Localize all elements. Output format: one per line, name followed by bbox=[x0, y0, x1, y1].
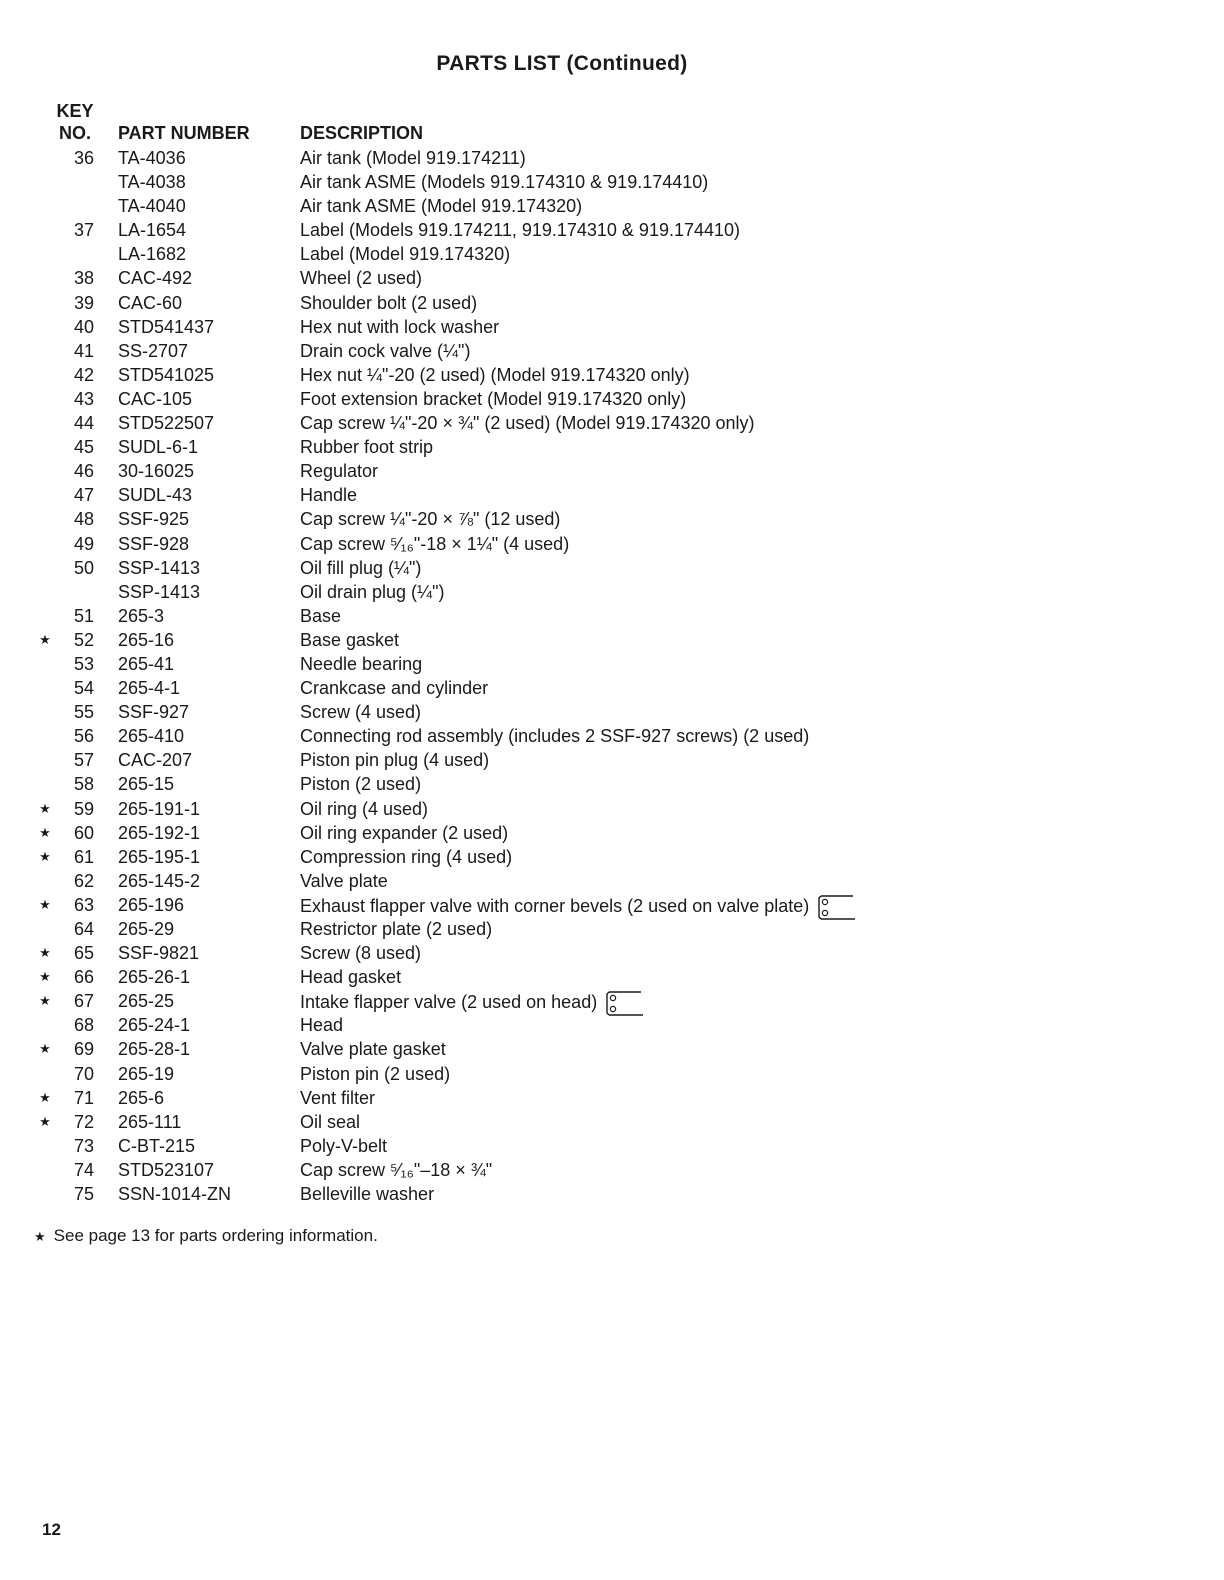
part-description bbox=[300, 459, 378, 483]
part-number: LA-1654 bbox=[118, 220, 187, 241]
key-number: 54 bbox=[73, 678, 94, 699]
part-description bbox=[300, 242, 510, 266]
table-row bbox=[0, 339, 1224, 363]
part-description bbox=[300, 339, 470, 363]
part-description bbox=[300, 748, 489, 772]
table-row bbox=[0, 1013, 1224, 1037]
part-number: SSF-925 bbox=[118, 509, 190, 530]
part-number: 265-15 bbox=[118, 774, 175, 795]
part-number: 265-191-1 bbox=[118, 798, 201, 819]
table-row bbox=[0, 459, 1224, 483]
key-number: 64 bbox=[73, 919, 94, 939]
part-number: SSP-1413 bbox=[118, 557, 201, 578]
key-number: 38 bbox=[73, 268, 94, 289]
part-description bbox=[300, 1062, 450, 1086]
part-number: CAC-492 bbox=[118, 268, 193, 289]
part-description-text: Label (Model 919.174320) bbox=[300, 244, 511, 265]
description-header: DESCRIPTION bbox=[300, 123, 424, 143]
key-number: 66 bbox=[73, 967, 94, 988]
table-row bbox=[0, 1062, 1224, 1086]
part-number: 265-4-1 bbox=[118, 678, 181, 699]
part-description-text: Drain cock valve (¼") bbox=[300, 340, 471, 361]
order-star-marker: ★ bbox=[39, 848, 51, 864]
part-description bbox=[300, 580, 444, 604]
part-description-text: Exhaust flapper valve with corner bevels (2 used on valve plate) bbox=[300, 895, 810, 916]
part-description-text: Crankcase and cylinder bbox=[300, 678, 489, 699]
part-description-text: Cap screw ¼"-20 × ¾" (2 used) (Model 919.174320 only) bbox=[300, 413, 755, 434]
part-number: CAC-60 bbox=[118, 292, 183, 313]
table-row bbox=[0, 628, 1224, 652]
key-number: 47 bbox=[73, 485, 94, 506]
footnote-star: ★ bbox=[34, 1229, 46, 1244]
part-description-text: Hex nut with lock washer bbox=[300, 316, 500, 337]
part-description-text: Base gasket bbox=[300, 629, 400, 650]
part-description bbox=[300, 628, 399, 652]
key-number: 52 bbox=[73, 629, 94, 650]
part-description bbox=[300, 965, 401, 989]
key-number: 65 bbox=[73, 943, 94, 964]
part-description bbox=[300, 797, 428, 821]
part-number: TA-4038 bbox=[118, 172, 186, 193]
table-row bbox=[0, 1134, 1224, 1158]
part-description-text: Piston pin plug (4 used) bbox=[300, 750, 490, 771]
key-number: 58 bbox=[73, 774, 94, 795]
footnote bbox=[34, 1226, 378, 1246]
part-number: SSF-9821 bbox=[118, 943, 200, 964]
part-number: LA-1682 bbox=[118, 244, 187, 265]
part-description bbox=[300, 387, 686, 411]
part-description bbox=[300, 1110, 360, 1134]
key-number: 42 bbox=[73, 364, 94, 385]
part-description bbox=[300, 411, 755, 435]
key-number: 41 bbox=[73, 340, 94, 361]
table-row bbox=[0, 748, 1224, 772]
part-description-text: Head bbox=[300, 1015, 344, 1036]
part-description-text: Valve plate gasket bbox=[300, 1039, 446, 1060]
part-description bbox=[300, 652, 422, 676]
part-description-text: Connecting rod assembly (includes 2 SSF-927 screws) (2 used) bbox=[300, 726, 810, 747]
part-description bbox=[300, 532, 569, 556]
part-description-text: Oil ring (4 used) bbox=[300, 798, 429, 819]
key-number: 37 bbox=[73, 220, 94, 241]
part-description bbox=[300, 315, 499, 339]
part-description-text: Head gasket bbox=[300, 967, 402, 988]
part-description bbox=[300, 170, 708, 194]
part-number: 265-111 bbox=[118, 1111, 182, 1132]
order-star-marker: ★ bbox=[39, 1041, 51, 1057]
part-description bbox=[300, 1013, 343, 1037]
part-description bbox=[300, 266, 422, 290]
key-number: 57 bbox=[73, 750, 94, 771]
part-description-text: Valve plate bbox=[300, 870, 388, 891]
part-number: 265-196 bbox=[118, 894, 185, 915]
part-number: 265-3 bbox=[118, 605, 165, 626]
part-description-text: Compression ring (4 used) bbox=[300, 846, 513, 867]
part-description bbox=[300, 194, 582, 218]
key-number: 72 bbox=[73, 1111, 94, 1132]
table-row bbox=[0, 532, 1224, 556]
part-number: SUDL-43 bbox=[118, 485, 193, 506]
part-description bbox=[300, 941, 421, 965]
table-row bbox=[0, 218, 1224, 242]
part-number: 265-145-2 bbox=[118, 870, 201, 891]
part-description-text: Handle bbox=[300, 485, 358, 506]
part-description bbox=[300, 676, 488, 700]
order-star-marker: ★ bbox=[39, 631, 51, 647]
table-row bbox=[0, 1110, 1224, 1134]
part-description bbox=[300, 821, 508, 845]
table-row bbox=[0, 580, 1224, 604]
key-header-line1: KEY bbox=[56, 101, 94, 121]
table-row bbox=[0, 821, 1224, 845]
key-number: 68 bbox=[73, 1015, 94, 1036]
table-row bbox=[0, 146, 1224, 170]
key-number: 48 bbox=[73, 509, 94, 530]
part-number: 265-24-1 bbox=[118, 1015, 191, 1036]
table-row bbox=[0, 170, 1224, 194]
part-description-text: Screw (8 used) bbox=[300, 943, 422, 964]
table-row bbox=[0, 772, 1224, 796]
part-description bbox=[300, 556, 421, 580]
key-number: 45 bbox=[73, 437, 94, 458]
part-description-text: Air tank (Model 919.174211) bbox=[300, 148, 526, 168]
part-number: 265-19 bbox=[118, 1063, 175, 1084]
part-description-text: Air tank ASME (Model 919.174320) bbox=[300, 196, 583, 217]
part-description bbox=[300, 291, 477, 315]
part-number: 265-16 bbox=[118, 629, 175, 650]
part-description bbox=[300, 218, 740, 242]
part-description-text: Base bbox=[300, 605, 342, 626]
table-row bbox=[0, 483, 1224, 507]
key-number: 69 bbox=[73, 1039, 94, 1060]
part-number: TA-4040 bbox=[118, 196, 186, 217]
key-header bbox=[54, 100, 96, 144]
part-description bbox=[300, 1134, 387, 1158]
order-star-marker: ★ bbox=[39, 800, 51, 816]
part-description-text: Screw (4 used) bbox=[300, 702, 422, 723]
part-description-text: Label (Models 919.174211, 919.174310 & 919.174410) bbox=[300, 220, 741, 241]
part-number: STD541437 bbox=[118, 316, 215, 337]
part-description-text: Rubber foot strip bbox=[300, 437, 434, 458]
part-number: CAC-207 bbox=[118, 750, 193, 771]
key-number: 39 bbox=[73, 292, 94, 313]
part-number: 265-195-1 bbox=[118, 846, 201, 867]
table-row bbox=[0, 797, 1224, 821]
part-description bbox=[300, 483, 357, 507]
part-number: SSN-1014-ZN bbox=[118, 1184, 232, 1205]
page-number: 12 bbox=[42, 1520, 61, 1539]
key-number: 56 bbox=[73, 726, 94, 747]
table-row bbox=[0, 845, 1224, 869]
part-description-text: Belleville washer bbox=[300, 1184, 435, 1205]
part-description-text: Vent filter bbox=[300, 1087, 376, 1108]
part-number: 265-26-1 bbox=[118, 967, 191, 988]
table-row bbox=[0, 893, 1224, 917]
part-number: 30-16025 bbox=[118, 461, 195, 482]
table-row bbox=[0, 363, 1224, 387]
part-number: 265-6 bbox=[118, 1087, 165, 1108]
part-description bbox=[300, 604, 341, 628]
key-number: 55 bbox=[73, 702, 94, 723]
part-number: SSF-927 bbox=[118, 702, 190, 723]
key-number: 73 bbox=[73, 1135, 94, 1156]
part-description-text: Cap screw ¼"-20 × ⅞" (12 used) bbox=[300, 509, 561, 530]
table-row bbox=[0, 941, 1224, 965]
key-number: 40 bbox=[73, 316, 94, 337]
table-row bbox=[0, 1086, 1224, 1110]
part-number: 265-410 bbox=[118, 726, 185, 747]
key-number: 71 bbox=[73, 1087, 94, 1108]
part-description bbox=[300, 845, 512, 869]
part-description-text: Regulator bbox=[300, 461, 379, 482]
part-description bbox=[300, 146, 526, 170]
table-row bbox=[0, 917, 1224, 941]
part-description bbox=[300, 507, 560, 531]
table-row bbox=[0, 507, 1224, 531]
order-star-marker: ★ bbox=[39, 824, 51, 840]
key-number: 50 bbox=[73, 557, 94, 578]
key-header-line2: NO. bbox=[58, 123, 91, 143]
page-title: PARTS LIST (Continued) bbox=[436, 52, 688, 75]
table-row bbox=[0, 242, 1224, 266]
part-description-text: Cap screw ⁵⁄₁₆"–18 × ¾" bbox=[300, 1159, 493, 1180]
key-number: 59 bbox=[73, 798, 94, 819]
table-row bbox=[0, 724, 1224, 748]
part-description-text: Air tank ASME (Models 919.174310 & 919.174410) bbox=[300, 172, 709, 193]
part-description bbox=[300, 869, 388, 893]
key-number: 43 bbox=[73, 388, 94, 409]
part-description bbox=[300, 772, 421, 796]
part-description bbox=[300, 1037, 446, 1061]
part-description-text: Wheel (2 used) bbox=[300, 268, 423, 289]
table-row bbox=[0, 989, 1224, 1013]
table-row bbox=[0, 194, 1224, 218]
table-row bbox=[0, 676, 1224, 700]
table-row bbox=[0, 315, 1224, 339]
key-number: 60 bbox=[73, 822, 94, 843]
table-row bbox=[0, 965, 1224, 989]
part-number: SSF-928 bbox=[118, 533, 190, 554]
part-description bbox=[300, 1158, 492, 1182]
part-number: 265-192-1 bbox=[118, 822, 201, 843]
part-number: SUDL-6-1 bbox=[118, 437, 199, 458]
footnote-text: See page 13 for parts ordering information. bbox=[53, 1226, 378, 1245]
part-description bbox=[300, 1182, 434, 1206]
table-row bbox=[0, 1037, 1224, 1061]
table-row bbox=[0, 266, 1224, 290]
part-number: C-BT-215 bbox=[118, 1135, 196, 1156]
part-description bbox=[300, 917, 492, 941]
table-row bbox=[0, 411, 1224, 435]
order-star-marker: ★ bbox=[39, 1113, 51, 1129]
table-row bbox=[0, 869, 1224, 893]
part-description bbox=[300, 435, 433, 459]
key-number: 75 bbox=[73, 1184, 94, 1205]
part-description bbox=[300, 363, 690, 387]
part-number: CAC-105 bbox=[118, 388, 193, 409]
part-number: TA-4036 bbox=[118, 148, 186, 168]
table-row bbox=[0, 604, 1224, 628]
part-description-text: Foot extension bracket (Model 919.174320 only) bbox=[300, 388, 687, 409]
key-number: 70 bbox=[73, 1063, 94, 1084]
part-description-text: Oil fill plug (¼") bbox=[300, 557, 422, 578]
order-star-marker: ★ bbox=[39, 896, 51, 912]
part-description-text: Poly-V-belt bbox=[300, 1135, 388, 1156]
table-row bbox=[0, 1158, 1224, 1182]
table-row bbox=[0, 556, 1224, 580]
table-row bbox=[0, 652, 1224, 676]
part-description-text: Cap screw ⁵⁄₁₆"-18 × 1¼" (4 used) bbox=[300, 533, 570, 554]
part-description-text: Oil drain plug (¼") bbox=[300, 581, 445, 602]
part-description-text: Needle bearing bbox=[300, 653, 423, 674]
parts-table bbox=[0, 146, 1224, 1206]
part-description-text: Restrictor plate (2 used) bbox=[300, 919, 493, 939]
part-description-text: Piston pin (2 used) bbox=[300, 1063, 451, 1084]
key-number: 49 bbox=[73, 533, 94, 554]
part-description bbox=[300, 1086, 375, 1110]
table-row bbox=[0, 700, 1224, 724]
table-row bbox=[0, 291, 1224, 315]
order-star-marker: ★ bbox=[39, 945, 51, 961]
part-number: STD541025 bbox=[118, 364, 215, 385]
part-number: 265-28-1 bbox=[118, 1039, 191, 1060]
part-number: SSP-1413 bbox=[118, 581, 201, 602]
part-description bbox=[300, 724, 809, 748]
order-star-marker: ★ bbox=[39, 1089, 51, 1105]
part-number: 265-41 bbox=[118, 653, 175, 674]
part-number: STD523107 bbox=[118, 1159, 215, 1180]
key-number: 53 bbox=[73, 653, 94, 674]
part-number: STD522507 bbox=[118, 413, 215, 434]
key-number: 62 bbox=[73, 870, 94, 891]
part-number: 265-29 bbox=[118, 919, 175, 939]
part-number: 265-25 bbox=[118, 991, 175, 1012]
key-number: 44 bbox=[73, 413, 94, 434]
part-description-text: Shoulder bolt (2 used) bbox=[300, 292, 478, 313]
part-description-text: Piston (2 used) bbox=[300, 774, 422, 795]
key-number: 51 bbox=[73, 605, 94, 626]
key-number: 74 bbox=[73, 1159, 94, 1180]
part-number: SS-2707 bbox=[118, 340, 189, 361]
key-number: 36 bbox=[73, 148, 94, 168]
order-star-marker: ★ bbox=[39, 993, 51, 1009]
part-description-text: Intake flapper valve (2 used on head) bbox=[300, 992, 598, 1013]
part-description bbox=[300, 700, 421, 724]
part-description-text: Oil ring expander (2 used) bbox=[300, 822, 509, 843]
part-description-text: Hex nut ¼"-20 (2 used) (Model 919.174320 only) bbox=[300, 364, 690, 385]
key-number: 67 bbox=[73, 991, 94, 1012]
table-row bbox=[0, 387, 1224, 411]
key-number: 46 bbox=[73, 461, 94, 482]
part-description-text: Oil seal bbox=[300, 1111, 361, 1132]
part-number-header: PART NUMBER bbox=[118, 123, 250, 143]
table-row bbox=[0, 435, 1224, 459]
key-number: 61 bbox=[73, 846, 94, 867]
order-star-marker: ★ bbox=[39, 969, 51, 985]
table-row bbox=[0, 1182, 1224, 1206]
key-number: 63 bbox=[73, 894, 94, 915]
